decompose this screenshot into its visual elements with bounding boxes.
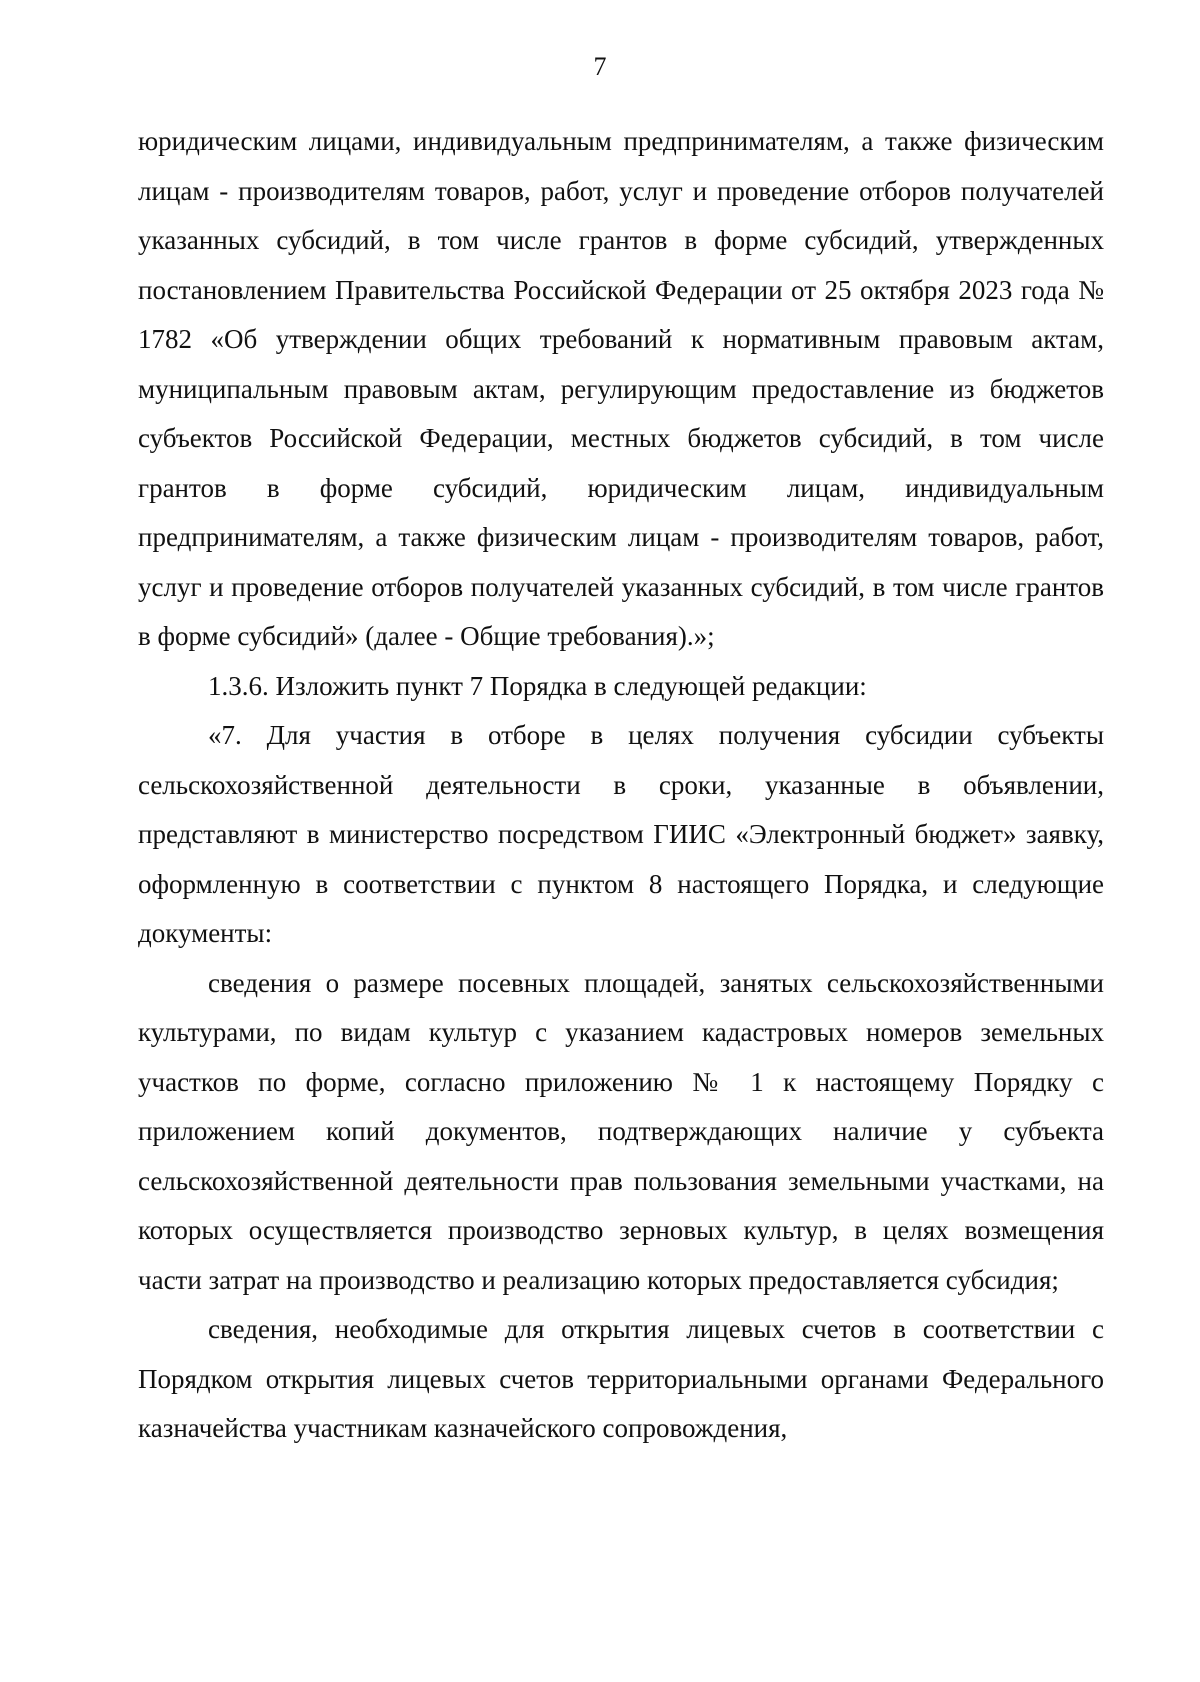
paragraph-point-7: «7. Для участия в отборе в целях получения субсидии субъекты сельскохозяйственной деятельности в сроки, указанные в объявлении, представляют в министерство посредством ГИИС «Электронный бюджет» заявку, оформленную в соответствии с пунктом 8 настоящего Порядка, и следующие документы: — [138, 720, 1104, 948]
document-body — [138, 117, 1104, 1454]
paragraph-account-info: сведения, необходимые для открытия лицевых счетов в соответствии с Порядком открытия лицевых счетов территориальными органами Федерального казначейства участникам казначейского сопровождения, — [138, 1314, 1104, 1443]
paragraph-sown-area-info: сведения о размере посевных площадей, занятых сельскохозяйственными культурами, по видам культур с указанием кадастровых номеров земельных участков по форме, согласно приложению № 1 к настоящему Порядку с приложением копий документов, подтверждающих наличие у субъекта сельскохозяйственной деятельности прав пользования земельными участками, на которых осуществляется производство зерновых культур, в целях возмещения части затрат на производство и реализацию которых предоставляется субсидия; — [138, 967, 1104, 1295]
page-number: 7 — [593, 52, 607, 81]
paragraph-continuation: юридическим лицами, индивидуальным предпринимателям, а также физическим лицам - производителям товаров, работ, услуг и проведение отборов получателей указанных субсидий, в том числе грантов в форме субсидий, утвержденных постановлением Правительства Российской Федерации от 25 октября 2023 года № 1782 «Об утверждении общих требований к нормативным правовым актам, муниципальным правовым актам, регулирующим предоставление из бюджетов субъектов Российской Федерации, местных бюджетов субсидий, в том числе грантов в форме субсидий, юридическим лицам, индивидуальным предпринимателям, а также физическим лицам - производителям товаров, работ, услуг и проведение отборов получателей указанных субсидий, в том числе грантов в форме субсидий» (далее - Общие требования).»; — [138, 126, 1104, 651]
paragraph-item-1-3-6: 1.3.6. Изложить пункт 7 Порядка в следующей редакции: — [208, 670, 867, 701]
